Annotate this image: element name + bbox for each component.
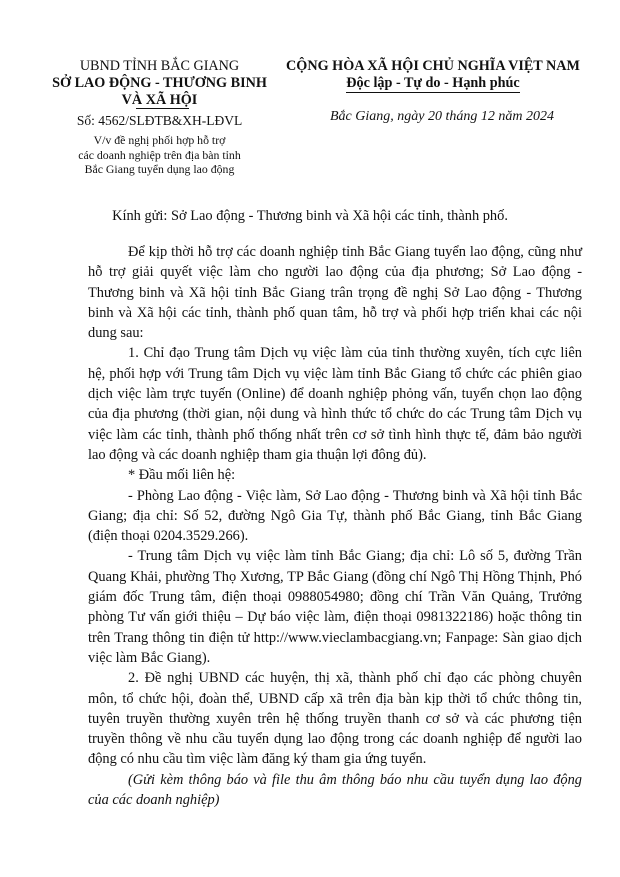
national-motto: Độc lập - Tự do - Hạnh phúc — [346, 75, 520, 91]
contact-heading: * Đầu mối liên hệ: — [128, 467, 236, 484]
national-title: CỘNG HÒA XÃ HỘI CHỦ NGHĨA VIỆT NAM — [286, 58, 580, 74]
national-header-block — [268, 58, 598, 125]
document-subject — [52, 133, 267, 177]
request-item-2: 2. Đề nghị UBND các huyện, thị xã, thành phố chỉ đạo các phòng chuyên môn, tổ chức hội, đoàn thể, UBND cấp xã trên địa bàn kịp thời tổ chức thông tin, tuyên truyền thường xuyên trên hệ thống truyền thanh cơ sở và các phương tiện truyền thông về nhu cầu tuyển dụng lao động trong các doanh nghiệp để người lao động có nhu cầu tìm việc làm đăng ký tham gia ứng tuyển. — [88, 670, 582, 768]
issuing-agency-block — [52, 58, 267, 177]
subject-line: V/v đề nghị phối hợp hỗ trợ — [93, 133, 226, 147]
letter-body — [88, 242, 582, 810]
agency-parent: UBND TỈNH BẮC GIANG — [79, 58, 240, 74]
recipient-line: Kính gửi: Sở Lao động - Thương binh và Xã hội các tỉnh, thành phố. — [112, 208, 508, 224]
contact-item-department: - Phòng Lao động - Việc làm, Sở Lao động - Thương binh và Xã hội tỉnh Bắc Giang; địa chỉ: Số 52, đường Ngô Gia Tự, thành phố Bắc Giang, tỉnh Bắc Giang (điện thoại 0204.3529.266). — [88, 487, 582, 545]
intro-paragraph: Để kịp thời hỗ trợ các doanh nghiệp tỉnh Bắc Giang tuyển lao động, cũng như hỗ trợ giải quyết việc làm cho người lao động của địa phương; Sở Lao động - Thương binh và Xã hội tỉnh Bắc Giang trân trọng đề nghị Sở Lao động - Thương binh và Xã hội các tỉnh, thành phố quan tâm, hỗ trợ và phối hợp triển khai các nội dung sau: — [88, 244, 582, 342]
agency-name-line1: SỞ LAO ĐỘNG - THƯƠNG BINH — [52, 75, 267, 91]
request-item-1: 1. Chỉ đạo Trung tâm Dịch vụ việc làm của tỉnh thường xuyên, tích cực liên hệ, phối hợp với Trung tâm Dịch vụ việc làm tỉnh Bắc Giang tổ chức các phiên giao dịch việc làm trực tuyến (Online) để doanh nghiệp phỏng vấn, tuyển chọn lao động của địa phương (thời gian, nội dung và hình thức tổ chức do các Trung tâm Dịch vụ việc làm các tỉnh, thành phố thống nhất trên cơ sở tình hình thực tế, đảm bảo người lao động và các doanh nghiệp tham gia thuận lợi đông đủ). — [88, 345, 582, 463]
subject-line: Bắc Giang tuyển dụng lao động — [84, 162, 235, 176]
attachment-note: (Gửi kèm thông báo và file thu âm thông báo nhu cầu tuyển dụng lao động của các doanh nghiệp) — [88, 771, 582, 809]
subject-line: các doanh nghiệp trên địa bàn tỉnh — [78, 147, 241, 162]
contact-item-employment-center: - Trung tâm Dịch vụ việc làm tỉnh Bắc Giang; địa chỉ: Lô số 5, đường Trần Quang Khải, phường Thọ Xương, TP Bắc Giang (đồng chí Ngô Thị Hồng Thịnh, Phó giám đốc Trung tâm, điện thoại 0988054980; đồng chí Trần Văn Quảng, Trưởng phòng Tư vấn giới thiệu – Dự báo việc làm, điện thoại 0981322186) hoặc thông tin trên Trang thông tin điện tử http://www.vieclambacgiang.vn; Fanpage: Sàn giao dịch việc làm Bắc Giang). — [88, 548, 582, 666]
agency-name-line2: VÀ XÃ HỘI — [121, 92, 198, 108]
document-number: Số: 4562/SLĐTB&XH-LĐVL — [76, 113, 243, 128]
issue-date: Bắc Giang, ngày 20 tháng 12 năm 2024 — [330, 109, 554, 124]
